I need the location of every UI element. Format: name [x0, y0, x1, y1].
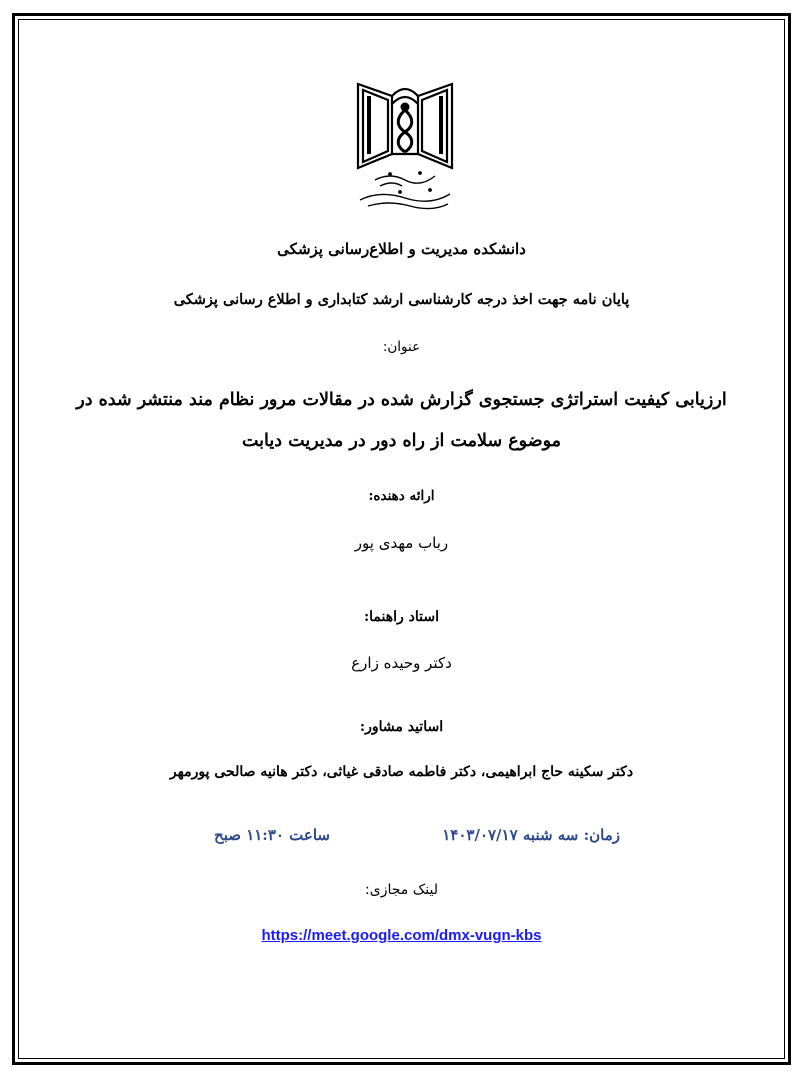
meeting-link[interactable]: https://meet.google.com/dmx-vugn-kbs: [261, 927, 542, 944]
faculty-name: دانشکده مدیریت و اطلاع‌رسانی پزشکی: [277, 240, 526, 258]
thesis-degree: پایان نامه جهت اخذ درجه کارشناسی ارشد کتابداری و اطلاع رسانی پزشکی: [173, 291, 630, 308]
university-emblem-icon: [330, 76, 480, 216]
defense-date: زمان: سه شنبه ۱۴۰۳/۰۷/۱۷: [442, 826, 620, 844]
presenter-name: رباب مهدی پور: [354, 534, 449, 552]
supervisor-label: استاد راهنما:: [363, 609, 439, 625]
virtual-link-label: لینک مجازی:: [365, 882, 438, 898]
supervisor-name: دکتر وحیده زارع: [351, 654, 452, 672]
thesis-title-line-1: ارزیابی کیفیت استراتژی جستجوی گزارش شده در مقالات مرور نظام مند منتشر شده در: [76, 390, 727, 410]
defense-time: ساعت ۱۱:۳۰ صبح: [214, 826, 330, 844]
thesis-title-line-2: موضوع سلامت از راه دور در مدیریت دیابت: [242, 431, 561, 451]
advisors-label: اساتید مشاور:: [359, 719, 444, 735]
title-label: عنوان:: [382, 339, 421, 355]
presenter-label: ارائه دهنده:: [368, 488, 435, 504]
advisors-names: دکتر سکینه حاج ابراهیمی، دکتر فاطمه صادقی غیاثی، دکتر هانیه صالحی پورمهر: [169, 764, 634, 780]
